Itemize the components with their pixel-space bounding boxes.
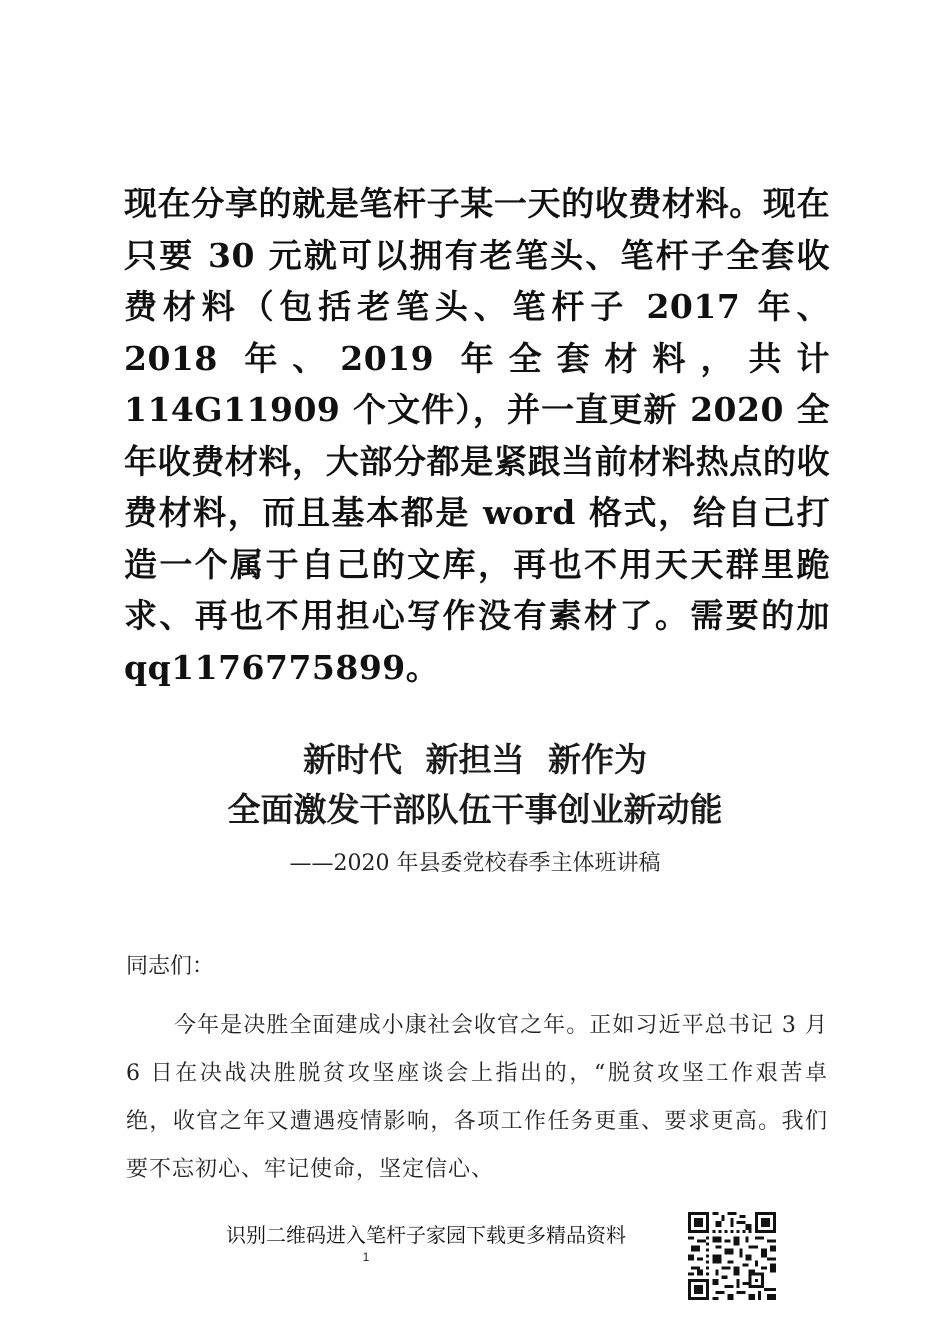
document-title-line1: 新时代 新担当 新作为 bbox=[303, 740, 647, 779]
qr-code-icon[interactable] bbox=[688, 1212, 776, 1300]
body-paragraph: 今年是决胜全面建成小康社会收官之年。正如习近平总书记 3 月 6 日在决战决胜脱贫攻坚座谈会上指出的，“脱贫攻坚工作艰苦卓绝，收官之年又遭遇疫情影响，各项工作任务更重、要求更高。我们要不忘初心、牢记使命，坚定信心、 bbox=[126, 1013, 828, 1182]
document-subtitle: ——2020 年县委党校春季主体班讲稿 bbox=[289, 851, 661, 876]
document-title-line2: 全面激发干部队伍干事创业新动能 bbox=[227, 790, 723, 829]
footer-text: 识别二维码进入笔杆子家园下载更多精品资料 bbox=[226, 1223, 626, 1247]
promo-paragraph: 现在分享的就是笔杆子某一天的收费材料。现在只要 30 元就可以拥有老笔头、笔杆子全套收费材料（包括老笔头、笔杆子 2017 年、2018 年、2019 年全套材料，共计 114G11909 个文件），并一直更新 2020 全年收费材料，大部分都是紧跟当前材料热点的收费材料，而且基本都是 word 格式，给自己打造一个属于自己的文库，再也不用天天群里跪求、再也不用担心写作没有素材了。需要的加 qq1176775899。 bbox=[124, 184, 830, 687]
greeting: 同志们： bbox=[126, 954, 215, 979]
page-number: 1 bbox=[362, 1250, 370, 1264]
